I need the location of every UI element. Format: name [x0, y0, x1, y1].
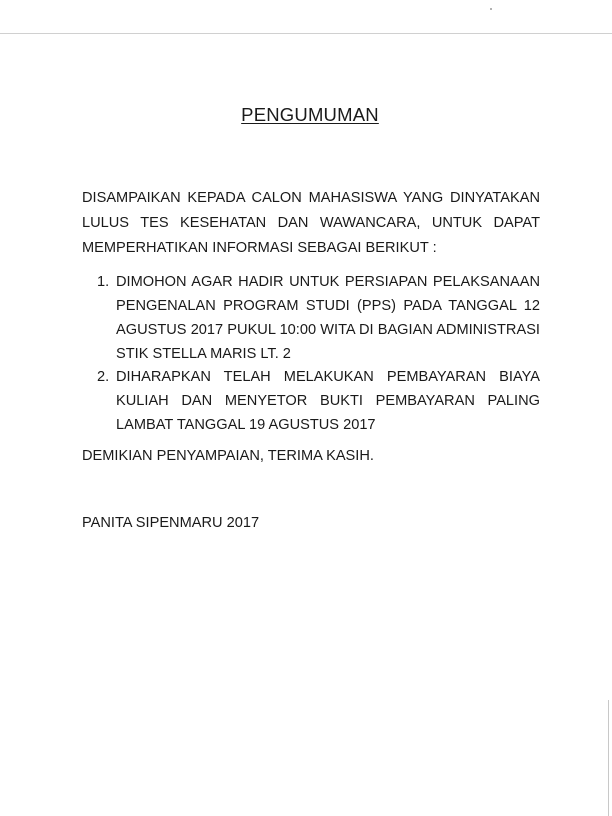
scan-edge-line: [0, 33, 612, 34]
list-item-line: AGUSTUS 2017 PUKUL 10:00 WITA DI BAGIAN ADMINISTRASI: [116, 322, 540, 338]
list-item-number: 1.: [97, 274, 110, 290]
signature-text: PANITA SIPENMARU 2017: [82, 515, 260, 531]
list-item-number: 2.: [97, 369, 110, 385]
intro-line: DISAMPAIKAN KEPADA CALON MAHASISWA YANG DINYATAKAN: [82, 190, 540, 206]
scan-speck: [490, 8, 492, 10]
scan-edge-line: [608, 700, 609, 816]
intro-line: MEMPERHATIKAN INFORMASI SEBAGAI BERIKUT :: [82, 240, 437, 256]
intro-line: LULUS TES KESEHATAN DAN WAWANCARA, UNTUK DAPAT: [82, 215, 540, 231]
list-item-line: LAMBAT TANGGAL 19 AGUSTUS 2017: [116, 417, 376, 433]
list-item-line: STIK STELLA MARIS LT. 2: [116, 346, 291, 362]
closing-text: DEMIKIAN PENYAMPAIAN, TERIMA KASIH.: [82, 448, 374, 464]
page-title: PENGUMUMAN: [241, 104, 379, 125]
list-item-line: DIMOHON AGAR HADIR UNTUK PERSIAPAN PELAKSANAAN: [116, 274, 540, 290]
list-item-line: DIHARAPKAN TELAH MELAKUKAN PEMBAYARAN BIAYA: [116, 369, 540, 385]
list-item-line: PENGENALAN PROGRAM STUDI (PPS) PADA TANGGAL 12: [116, 298, 540, 314]
list-item-line: KULIAH DAN MENYETOR BUKTI PEMBAYARAN PALING: [116, 393, 540, 409]
